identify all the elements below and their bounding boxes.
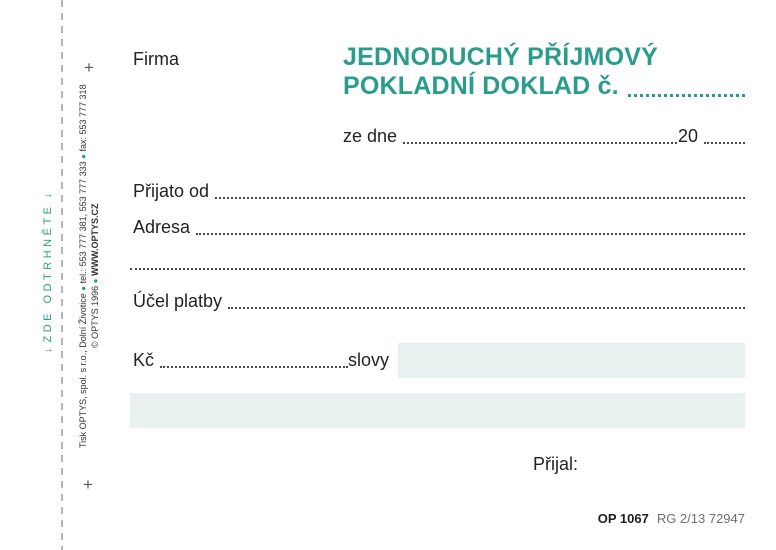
date-row — [343, 126, 745, 147]
received-from-fill-line — [215, 197, 745, 199]
form-title-line2: POKLADNÍ DOKLAD č. — [343, 72, 619, 100]
address-fill-line-2 — [130, 268, 745, 270]
company-label: Firma — [133, 49, 179, 69]
document-number-fill-line — [628, 94, 745, 97]
form-footer — [598, 511, 745, 527]
received-by-label: Přijal: — [533, 454, 579, 474]
tear-here-label — [41, 193, 54, 353]
form-title — [343, 43, 745, 101]
registration-mark-top: + — [84, 58, 94, 77]
year-prefix: 20 — [677, 126, 698, 146]
received-by-row — [533, 454, 653, 475]
print-reference: RG 2/13 72947 — [656, 511, 745, 526]
payment-purpose-fill-line — [228, 307, 745, 309]
tear-here-text: ZDE ODTRHNĚTE — [41, 203, 54, 343]
form-code: OP 1067 — [597, 511, 649, 526]
address-row — [133, 217, 745, 238]
arrow-icon: ↓ — [41, 193, 54, 199]
received-from-row — [133, 181, 745, 202]
amount-row — [133, 350, 745, 371]
currency-label: Kč — [133, 350, 155, 370]
printer-info-line: Tisk OPTYS, spol. s r.o., Dolní Životice ● tel.: 553 777 381, 553 777 333 ● fax: 553 777 318 — [78, 84, 88, 448]
address-fill-line — [196, 233, 745, 235]
arrow-icon: ↓ — [41, 347, 54, 353]
payment-purpose-row — [133, 291, 745, 312]
printer-copyright-line: © OPTYS 1996 ● WWW.OPTYS.CZ — [90, 203, 100, 348]
received-from-label: Přijato od — [133, 181, 210, 201]
year-fill-line — [704, 142, 745, 144]
date-label: ze dne — [343, 126, 398, 146]
registration-mark-bottom: + — [83, 475, 93, 494]
address-label: Adresa — [133, 217, 191, 237]
date-fill-line — [403, 142, 677, 144]
amount-words-label: slovy — [348, 350, 390, 370]
tear-perforation-line — [61, 0, 63, 550]
amount-fill-line — [160, 366, 348, 368]
payment-purpose-label: Účel platby — [133, 291, 223, 311]
address-continuation-row — [130, 252, 745, 273]
form-title-line1: JEDNODUCHÝ PŘÍJMOVÝ — [343, 43, 658, 71]
amount-in-words-box-2 — [130, 393, 745, 428]
